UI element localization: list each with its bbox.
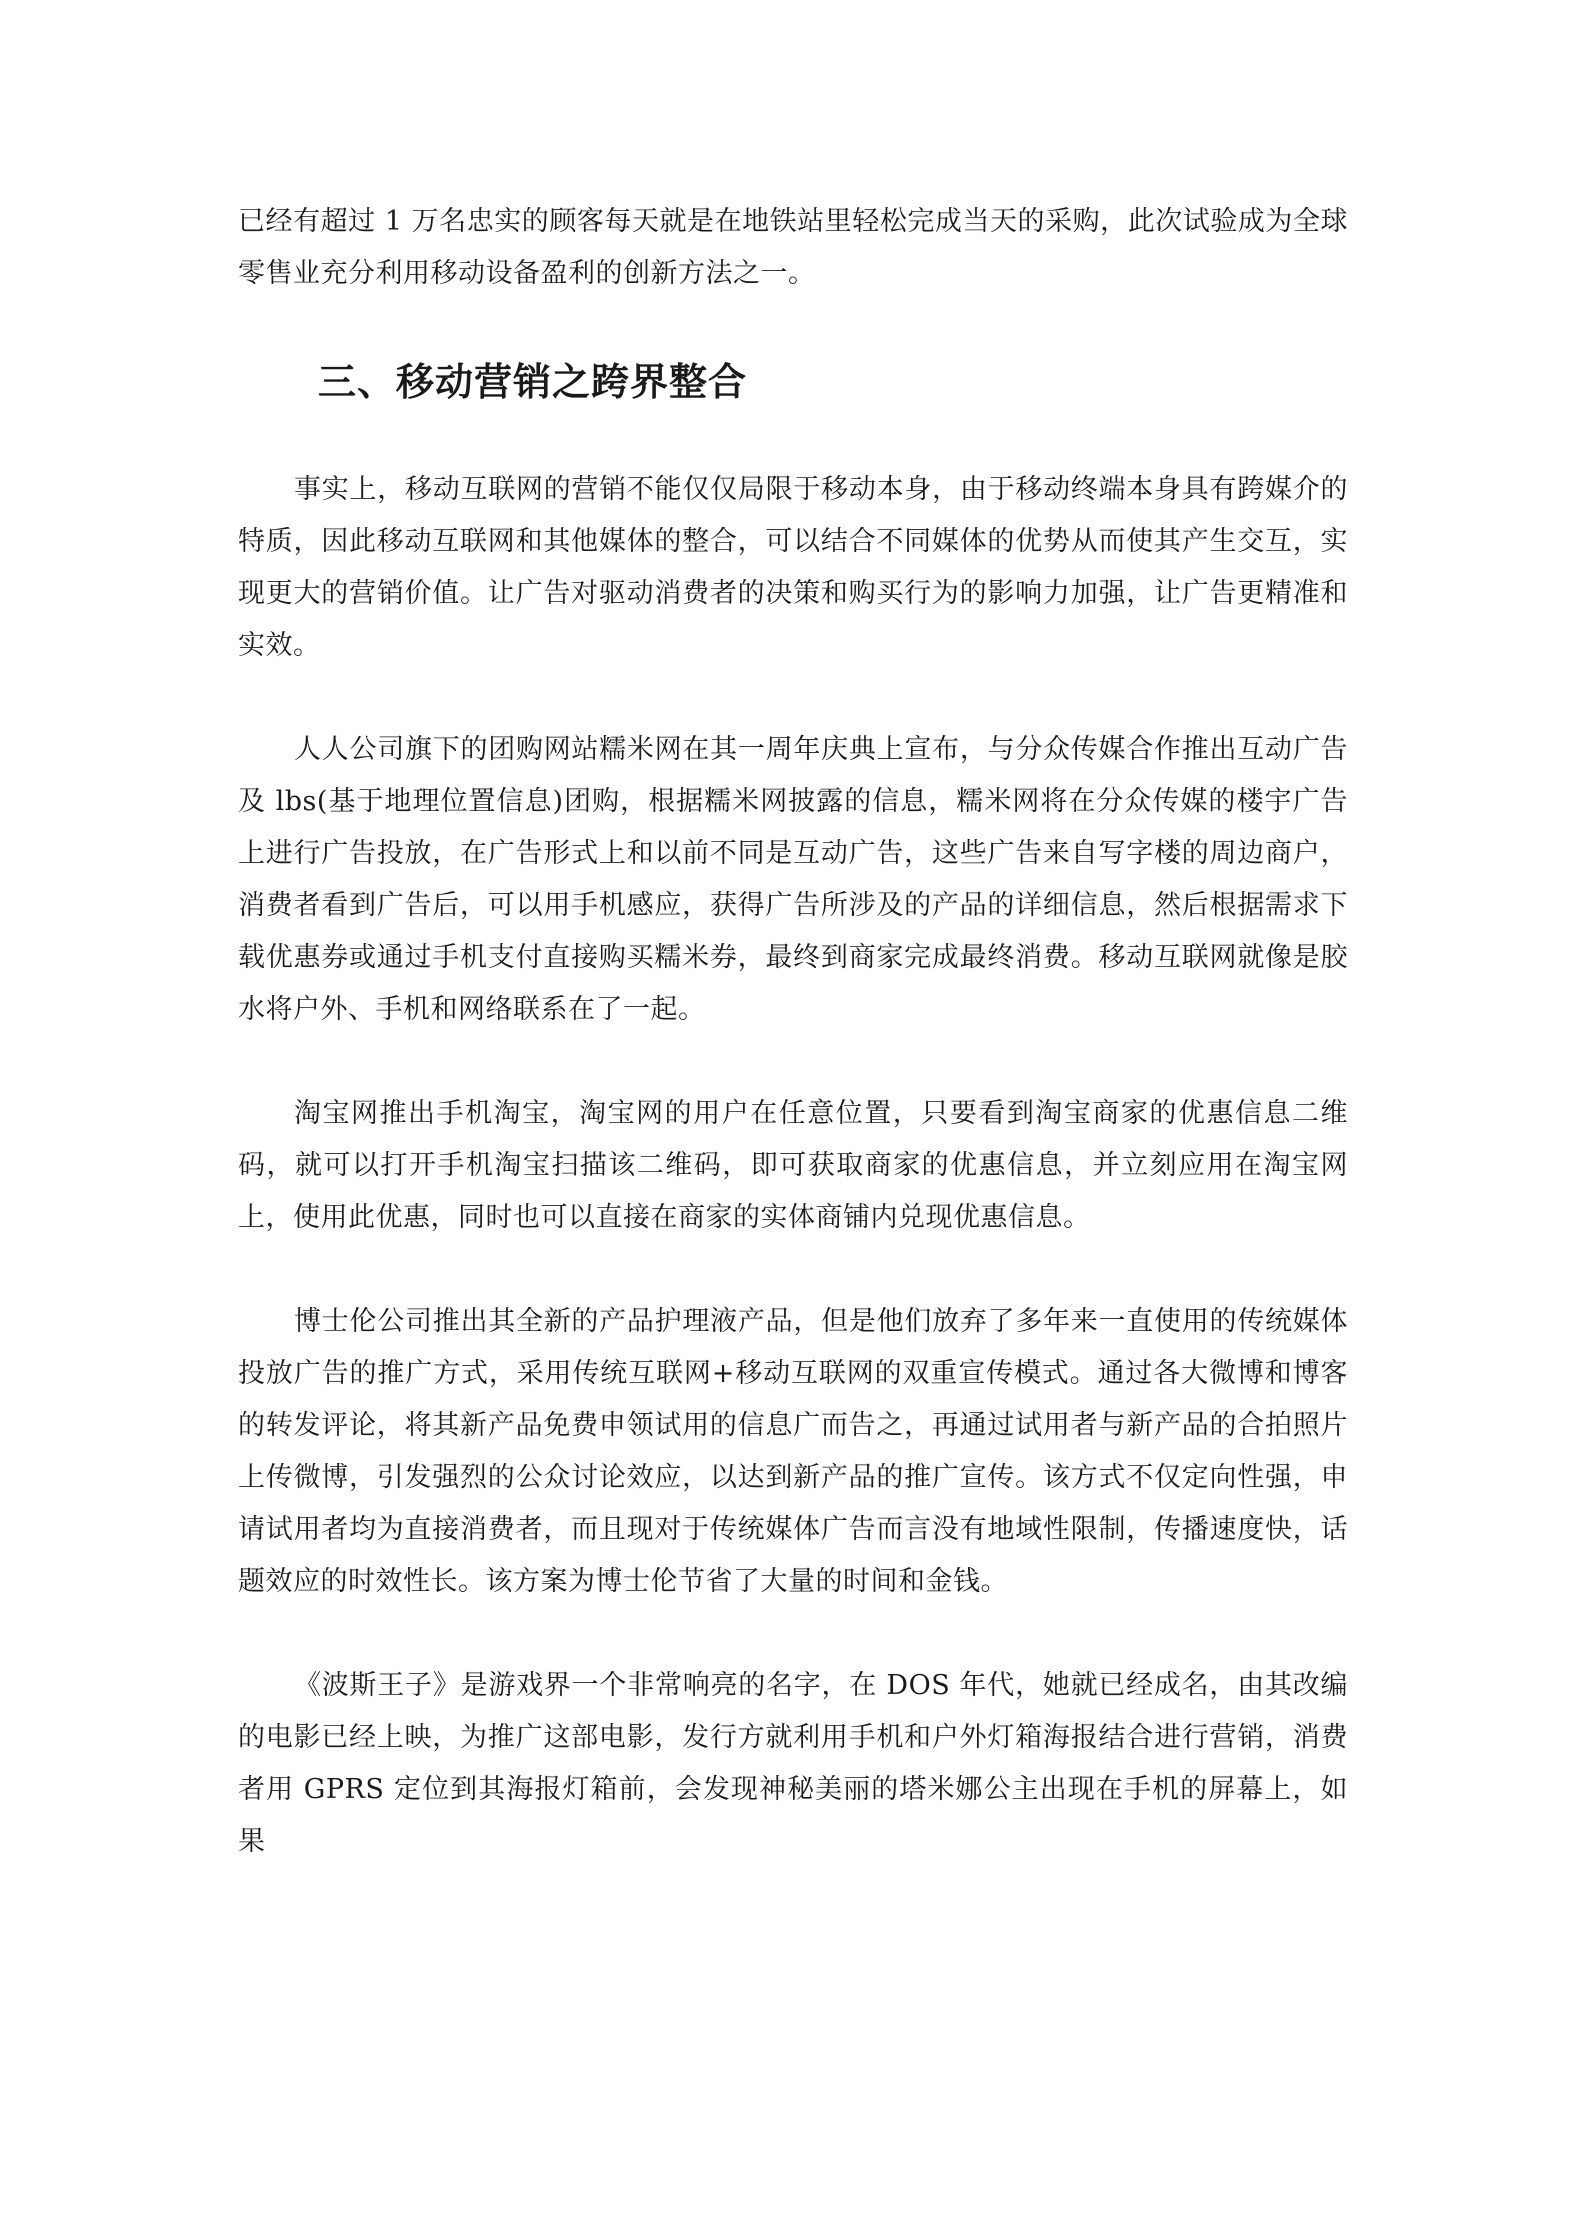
paragraph-nuomi: 人人公司旗下的团购网站糯米网在其一周年庆典上宣布，与分众传媒合作推出互动广告及 lbs(基于地理位置信息)团购，根据糯米网披露的信息，糯米网将在分众传媒的楼宇广告上进行广告投放，在广告形式上和以前不同是互动广告，这些广告来自写字楼的周边商户，消费者看到广告后，可以用手机感应，获得广告所涉及的产品的详细信息，然后根据需求下载优惠券或通过手机支付直接购买糯米券，最终到商家完成最终消费。移动互联网就像是胶水将户外、手机和网络联系在了一起。 [238,734,1348,1025]
page-content [238,196,1348,1868]
section-heading: 三、移动营销之跨界整合 [318,360,748,404]
paragraph-taobao: 淘宝网推出手机淘宝，淘宝网的用户在任意位置，只要看到淘宝商家的优惠信息二维码，就可以打开手机淘宝扫描该二维码，即可获取商家的优惠信息，并立刻应用在淘宝网上，使用此优惠，同时也可以直接在商家的实体商铺内兑现优惠信息。 [238,1098,1348,1233]
paragraph-cross-media: 事实上，移动互联网的营销不能仅仅局限于移动本身，由于移动终端本身具有跨媒介的特质，因此移动互联网和其他媒体的整合，可以结合不同媒体的优势从而使其产生交互，实现更大的营销价值。让广告对驱动消费者的决策和购买行为的影响力加强，让广告更精准和实效。 [238,474,1348,661]
paragraph-intro-continuation: 已经有超过 1 万名忠实的顾客每天就是在地铁站里轻松完成当天的采购，此次试验成为全球零售业充分利用移动设备盈利的创新方法之一。 [238,206,1348,289]
paragraph-prince-of-persia: 《波斯王子》是游戏界一个非常响亮的名字，在 DOS 年代，她就已经成名，由其改编的电影已经上映，为推广这部电影，发行方就利用手机和户外灯箱海报结合进行营销，消费者用 GPRS 定位到其海报灯箱前，会发现神秘美丽的塔米娜公主出现在手机的屏幕上，如果 [238,1670,1348,1857]
paragraph-bausch-lomb: 博士伦公司推出其全新的产品护理液产品，但是他们放弃了多年来一直使用的传统媒体投放广告的推广方式，采用传统互联网+移动互联网的双重宣传模式。通过各大微博和博客的转发评论，将其新产品免费申领试用的信息广而告之，再通过试用者与新产品的合拍照片上传微博，引发强烈的公众讨论效应，以达到新产品的推广宣传。该方式不仅定向性强，申请试用者均为直接消费者，而且现对于传统媒体广告而言没有地域性限制，传播速度快，话题效应的时效性长。该方案为博士伦节省了大量的时间和金钱。 [238,1306,1348,1597]
